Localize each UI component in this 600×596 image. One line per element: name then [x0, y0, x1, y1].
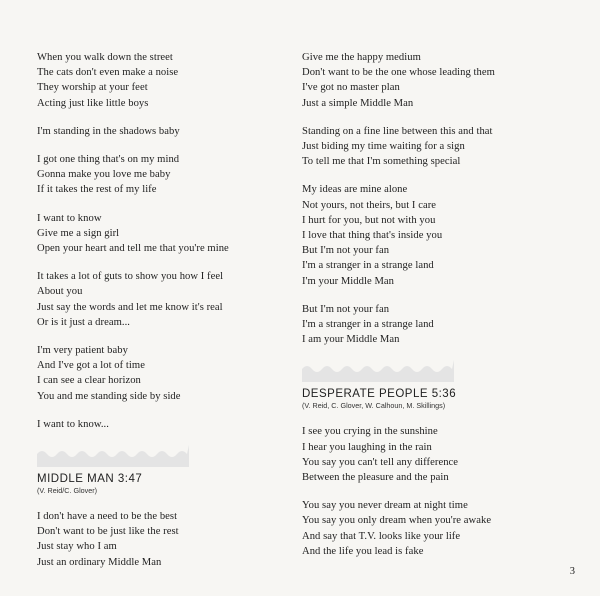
lyric-stanza	[37, 124, 292, 139]
lyric-line: Between the pleasure and the pain	[302, 472, 449, 484]
song-credits-desperate-people: (V. Reid, C. Glover, W. Calhoun, M. Skillings)	[302, 401, 446, 411]
lyric-line: I see you crying in the sunshine	[302, 426, 438, 438]
lyric-stanza	[37, 343, 292, 404]
lyric-stanza	[37, 417, 292, 432]
lyric-line: Just an ordinary Middle Man	[37, 556, 162, 568]
lyric-stanza	[302, 124, 587, 170]
lyric-line: Just a simple Middle Man	[302, 97, 414, 109]
lyric-stanza	[37, 152, 292, 198]
lyric-line: To tell me that I'm something special	[302, 156, 461, 168]
lyric-stanza	[302, 302, 587, 348]
lyric-line: Just stay who I am	[37, 541, 117, 553]
lyric-line: When you walk down the street	[37, 52, 173, 63]
lyric-line: I can see a clear horizon	[37, 375, 141, 387]
lyric-line: If it takes the rest of my life	[37, 184, 157, 196]
lyric-line: But I'm not your fan	[302, 303, 390, 315]
lyric-line: They worship at your feet	[37, 82, 148, 94]
song-credits-middle-man: (V. Reid/C. Glover)	[37, 486, 98, 496]
lyric-line: I love that thing that's inside you	[302, 230, 443, 242]
lyric-line: But I'm not your fan	[302, 245, 390, 257]
lyric-line: I want to know	[37, 212, 102, 224]
lyric-line: Acting just like little boys	[37, 97, 149, 109]
lyric-line: Give me a sign girl	[37, 227, 120, 239]
lyric-line: You and me standing side by side	[37, 390, 181, 402]
lyric-line: You say you can't tell any difference	[302, 456, 459, 468]
lyric-stanza	[37, 269, 292, 330]
lyric-line: You say you never dream at night time	[302, 500, 468, 512]
lyric-stanza	[302, 182, 587, 288]
lyric-line: Don't want to be the one whose leading them	[302, 67, 495, 79]
lyric-line: Standing on a fine line between this and that	[302, 125, 493, 137]
lyric-line: The cats don't even make a noise	[37, 67, 179, 79]
left-column	[37, 50, 292, 583]
lyric-line: Don't want to be just like the rest	[37, 526, 179, 538]
lyric-line: I'm your Middle Man	[302, 275, 395, 287]
lyric-line: Just biding my time waiting for a sign	[302, 141, 465, 153]
lyric-line: Gonna make you love me baby	[37, 169, 171, 181]
wave-ornament-left	[37, 445, 189, 467]
lyric-stanza	[37, 509, 292, 570]
lyric-stanza	[302, 50, 587, 111]
left-stanzas-top	[37, 50, 292, 432]
song-title-desperate-people: DESPERATE PEOPLE 5:36	[302, 388, 457, 401]
lyric-line: Just say the words and let me know it's real	[37, 301, 223, 313]
lyric-line: I'm a stranger in a strange land	[302, 319, 434, 331]
lyric-line: I've got no master plan	[302, 82, 400, 94]
right-column	[302, 50, 587, 572]
lyric-line: I hurt for you, but not with you	[302, 214, 436, 226]
lyric-line: About you	[37, 286, 83, 298]
lyric-line: And I've got a lot of time	[37, 360, 145, 372]
right-stanzas-bottom	[302, 424, 587, 559]
lyric-line: I am your Middle Man	[302, 334, 400, 346]
lyric-line: I don't have a need to be the best	[37, 511, 178, 523]
lyric-line: Not yours, not theirs, but I care	[302, 199, 437, 211]
lyric-line: You say you only dream when you're awake	[302, 515, 492, 527]
page-number: 3	[569, 566, 575, 577]
lyric-line: It takes a lot of guts to show you how I feel	[37, 271, 224, 283]
lyric-stanza	[302, 498, 587, 559]
lyric-line: I got one thing that's on my mind	[37, 154, 180, 166]
lyric-stanza	[37, 211, 292, 257]
right-stanzas-top	[302, 50, 587, 347]
lyric-line: I'm a stranger in a strange land	[302, 260, 434, 272]
lyric-stanza	[37, 50, 292, 111]
lyric-line: And the life you lead is fake	[302, 545, 424, 557]
left-stanzas-bottom	[37, 509, 292, 570]
wave-ornament-right	[302, 360, 454, 382]
lyric-line: Give me the happy medium	[302, 52, 421, 63]
lyric-line: And say that T.V. looks like your life	[302, 530, 461, 542]
lyric-stanza	[302, 424, 587, 485]
song-title-middle-man: MIDDLE MAN 3:47	[37, 473, 143, 486]
lyric-line: My ideas are mine alone	[302, 184, 408, 196]
lyric-line: I'm standing in the shadows baby	[37, 125, 180, 137]
lyric-line: I hear you laughing in the rain	[302, 441, 432, 453]
lyric-line: I want to know...	[37, 418, 109, 430]
lyric-line: Or is it just a dream...	[37, 316, 130, 328]
lyric-line: Open your heart and tell me that you're mine	[37, 243, 229, 255]
lyric-line: I'm very patient baby	[37, 345, 128, 357]
